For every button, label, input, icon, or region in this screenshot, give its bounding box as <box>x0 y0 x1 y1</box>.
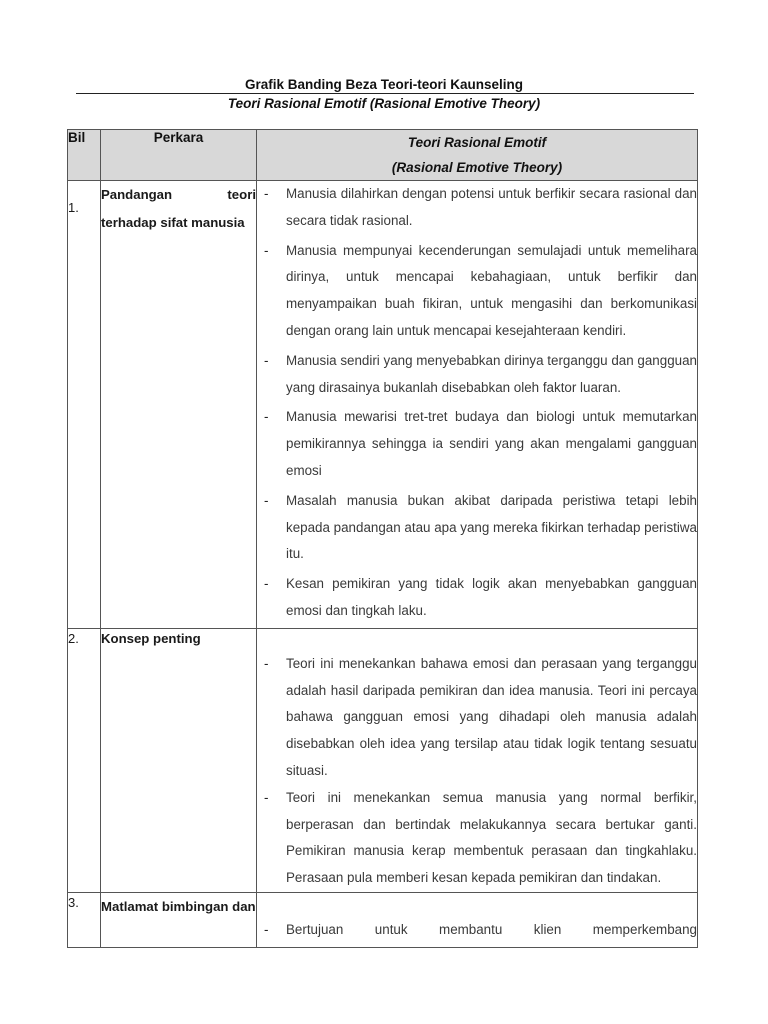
point-text: Masalah manusia bukan akibat daripada peristiwa tetapi lebih kepada pandangan atau apa yang mereka fikirkan terhadap peristiwa itu. <box>286 492 697 562</box>
header-teori <box>257 130 698 181</box>
point-text: Teori ini menekankan bahawa emosi dan perasaan yang terganggu adalah hasil daripada pemikiran dan idea manusia. Teori ini percaya bahawa gangguan emosi yang dihadapi oleh manusia adalah disebabkan oleh idea yang tersilap atau tidak logik tentang sesuatu situasi. <box>286 655 697 778</box>
row-topic: Matlamat bimbingan dan <box>101 892 257 947</box>
table-row <box>68 181 698 629</box>
point-item <box>257 238 697 345</box>
document-subtitle: Teori Rasional Emotif (Rasional Emotive Theory) <box>227 96 541 111</box>
point-text: Manusia mewarisi tret-tret budaya dan biologi untuk memutarkan pemikirannya sehingga ia sendiri yang akan mengalami gangguan emosi <box>286 409 697 478</box>
row-topic: Pandangan teori terhadap sifat manusia <box>101 181 257 629</box>
bullet-dash: - <box>264 921 269 937</box>
bullet-dash: - <box>264 789 269 805</box>
point-item <box>257 785 697 892</box>
point-text: Kesan pemikiran yang tidak logik akan menyebabkan gangguan emosi dan tingkah laku. <box>286 576 697 618</box>
header-bil: Bil <box>68 130 101 181</box>
table-row <box>68 628 698 892</box>
header-teori-line1: Teori Rasional Emotif <box>407 135 547 150</box>
table-header-row <box>68 130 698 181</box>
row-points <box>257 181 698 629</box>
bullet-dash: - <box>264 576 269 592</box>
row-points <box>257 628 698 892</box>
point-item <box>257 404 697 484</box>
point-item <box>257 488 697 568</box>
row-number: 3. <box>68 892 101 947</box>
point-text: Teori ini menekankan semua manusia yang normal berfikir, berperasan dan bertindak melakukannya secara bertukar ganti. Pemikiran manusia kerap membentuk perasaan dan tingkahlaku. Perasaan pula memberi kesan kepada pemikiran dan tindakan. <box>286 789 697 886</box>
header-teori-line2: (Rasional Emotive Theory) <box>391 160 563 175</box>
point-text: Manusia sendiri yang menyebabkan dirinya terganggu dan gangguan yang dirasainya bukanlah disebabkan oleh faktor luaran. <box>286 352 697 395</box>
row-number: 1. <box>68 181 101 629</box>
bullet-dash: - <box>264 186 269 201</box>
bullet-dash: - <box>264 492 269 508</box>
point-item <box>257 917 697 944</box>
row-topic: Konsep penting <box>101 628 257 892</box>
bullet-dash: - <box>264 409 269 425</box>
document-title: Grafik Banding Beza Teori-teori Kaunseling <box>244 77 524 92</box>
point-item <box>257 181 697 235</box>
point-text: Bertujuan untuk membantu klien memperkembang <box>286 921 697 937</box>
bullet-dash: - <box>264 352 269 368</box>
row-points <box>257 892 698 947</box>
point-item <box>257 651 697 785</box>
point-text: Manusia mempunyai kecenderungan semulajadi untuk memelihara dirinya, untuk mencapai kebahagiaan, untuk berfikir dan menyampaikan buah fikiran, untuk mengasihi dan berkomunikasi dengan orang lain untuk mencapai kesejahteraan kendiri. <box>286 242 697 338</box>
table-row <box>68 892 698 947</box>
header-perkara: Perkara <box>101 130 257 181</box>
point-item <box>257 348 697 402</box>
row-number: 2. <box>68 628 101 892</box>
point-item <box>257 571 697 625</box>
title-underline <box>76 93 694 94</box>
bullet-dash: - <box>264 242 269 258</box>
bullet-dash: - <box>264 655 269 671</box>
point-text: Manusia dilahirkan dengan potensi untuk berfikir secara rasional dan secara tidak rasional. <box>286 186 697 228</box>
comparison-table <box>67 129 698 948</box>
